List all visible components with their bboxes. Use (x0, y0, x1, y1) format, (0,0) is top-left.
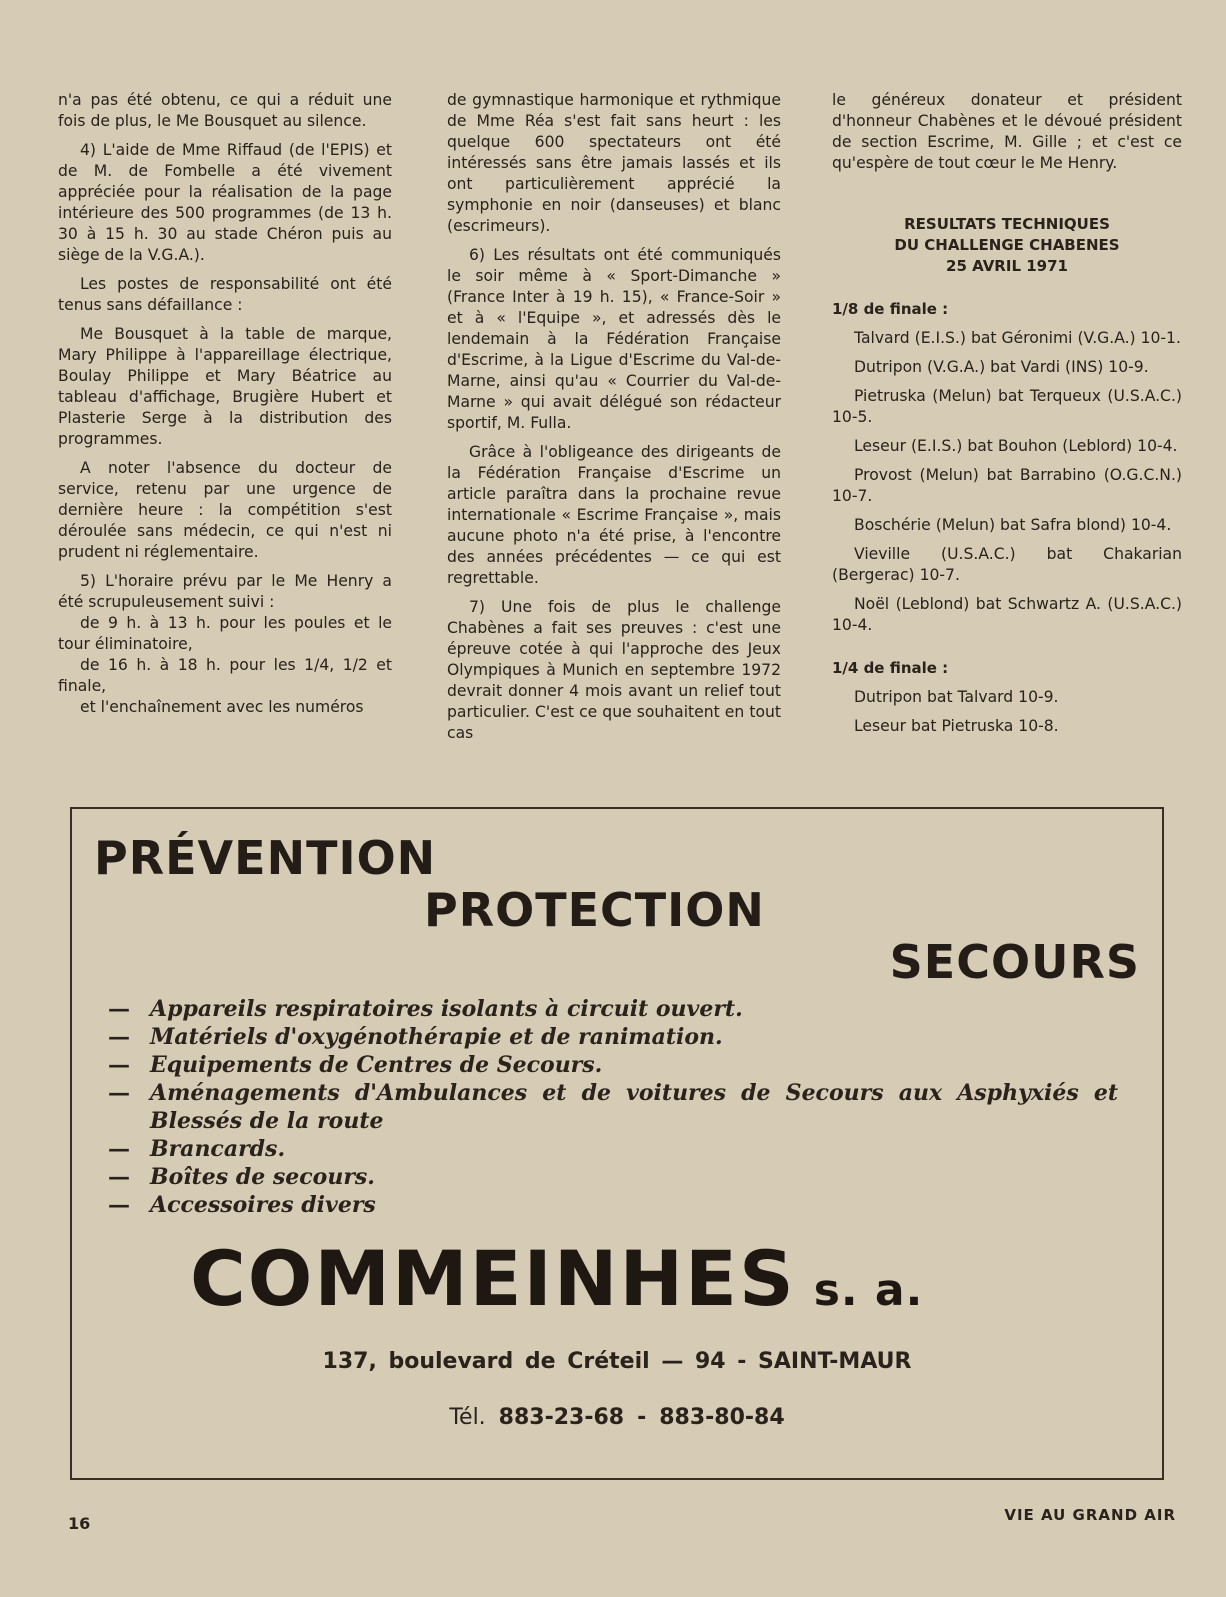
product-item (108, 1051, 1118, 1079)
product-label: Brancards. (150, 1136, 286, 1162)
schedule-item: et l'enchaînement avec les numéros (80, 698, 364, 716)
article-paragraph: de gymnastique harmonique et rythmique de Mme Réa s'est fait sans heurt : les quelque 600 spectateurs ont été intéressés sans être jamais lassés et ils ont particulièrement apprécié la symphonie en noir (danseuses) et blanc (escrimeurs). (447, 91, 781, 235)
match-result: Dutripon bat Talvard 10-9. (854, 688, 1059, 706)
ad-headline-secours: SECOURS (889, 935, 1140, 989)
page-number: 16 (68, 1514, 91, 1533)
phone-label: Tél. (449, 1405, 486, 1430)
schedule-item: de 9 h. à 13 h. pour les poules et le tour éliminatoire, (58, 614, 392, 653)
list-dash: — (108, 996, 130, 1022)
product-item (108, 1163, 1118, 1191)
round-title: 1/8 de finale : (832, 300, 949, 318)
match-result: Talvard (E.I.S.) bat Géronimi (V.G.A.) 10-1. (854, 329, 1181, 347)
article-paragraph: 5) L'horaire prévu par le Me Henry a été scrupuleusement suivi : (58, 572, 392, 611)
results-heading-line: 25 AVRIL 1971 (946, 257, 1068, 275)
match-result: Dutripon (V.G.A.) bat Vardi (INS) 10-9. (854, 358, 1149, 376)
company-address: 137, boulevard de Créteil — 94 - SAINT-MAUR (322, 1349, 912, 1374)
results-heading-line: DU CHALLENGE CHABENES (894, 236, 1120, 254)
list-dash: — (108, 1052, 130, 1078)
magazine-name: VIE AU GRAND AIR (1004, 1506, 1176, 1524)
product-label: Matériels d'oxygénothérapie et de ranimation. (150, 1024, 723, 1050)
article-paragraph: le généreux donateur et président d'honneur Chabènes et le dévoué président de section Escrime, M. Gille ; et c'est ce qu'espère de tout cœur le Me Henry. (832, 91, 1182, 172)
company-suffix: s. a. (813, 1265, 924, 1316)
product-item (108, 1023, 1118, 1051)
product-label: Appareils respiratoires isolants à circuit ouvert. (150, 996, 743, 1022)
product-item (108, 1191, 1118, 1219)
article-paragraph: Grâce à l'obligeance des dirigeants de la Fédération Française d'Escrime un article paraîtra dans la prochaine revue internationale « Escrime Française », mais aucune photo n'a été prise, à l'encontre des années précédentes — ce qui est regrettable. (447, 443, 781, 587)
list-dash: — (108, 1024, 130, 1050)
article-paragraph: Les postes de responsabilité ont été tenus sans défaillance : (58, 275, 392, 314)
match-result: Leseur bat Pietruska 10-8. (854, 717, 1059, 735)
phone-number: 883-23-68 (498, 1405, 625, 1430)
article-paragraph: 4) L'aide de Mme Riffaud (de l'EPIS) et de M. de Fombelle a été vivement appréciée pour la réalisation de la page intérieure des 500 programmes (de 13 h. 30 à 15 h. 30 au stade Chéron puis au siège de la V.G.A.). (58, 141, 392, 264)
round-of-16-block (832, 299, 1182, 636)
ad-headline-prevention: PRÉVENTION (94, 831, 437, 885)
product-item (108, 1079, 1118, 1135)
results-heading-line: RESULTATS TECHNIQUES (904, 215, 1110, 233)
phone-separator: - (637, 1405, 647, 1430)
schedule-item: de 16 h. à 18 h. pour les 1/4, 1/2 et finale, (58, 656, 392, 695)
match-result: Provost (Melun) bat Barrabino (O.G.C.N.) 10-7. (832, 466, 1182, 505)
quarter-final-block (832, 658, 1182, 737)
advertisement (70, 807, 1164, 1480)
list-dash: — (108, 1164, 130, 1190)
phone-number: 883-80-84 (659, 1405, 785, 1430)
article-column-2 (447, 90, 781, 752)
list-dash: — (108, 1080, 130, 1106)
article-paragraph: Me Bousquet à la table de marque, Mary Philippe à l'appareillage électrique, Boulay Philippe et Mary Béatrice au tableau d'affichage, Brugière Hubert et Plasterie Serge à la distribution des programmes. (58, 325, 392, 448)
product-label: Accessoires divers (150, 1192, 376, 1218)
article-column-3 (832, 90, 1182, 759)
product-item (108, 1135, 1118, 1163)
round-title: 1/4 de finale : (832, 659, 949, 677)
ad-headline-protection: PROTECTION (424, 883, 765, 937)
company-phone (72, 1405, 1162, 1430)
match-result: Pietruska (Melun) bat Terqueux (U.S.A.C.) 10-5. (832, 387, 1182, 426)
article-column-1 (58, 90, 392, 726)
match-result: Leseur (E.I.S.) bat Bouhon (Leblord) 10-4. (854, 437, 1178, 455)
product-label: Aménagements d'Ambulances et de voitures de Secours aux Asphyxiés et Blessés de la route (150, 1080, 1118, 1134)
schedule-list (58, 613, 392, 718)
product-label: Boîtes de secours. (150, 1164, 375, 1190)
article-paragraph: n'a pas été obtenu, ce qui a réduit une fois de plus, le Me Bousquet au silence. (58, 91, 392, 130)
product-list (108, 995, 1118, 1219)
match-result: Noël (Leblond) bat Schwartz A. (U.S.A.C.) 10-4. (832, 595, 1182, 634)
company-name-text: COMMEINHES (190, 1234, 796, 1323)
list-dash: — (108, 1136, 130, 1162)
match-result: Vieville (U.S.A.C.) bat Chakarian (Bergerac) 10-7. (832, 545, 1182, 584)
list-dash: — (108, 1192, 130, 1218)
product-label: Equipements de Centres de Secours. (150, 1052, 603, 1078)
article-paragraph: 7) Une fois de plus le challenge Chabènes a fait ses preuves : c'est une épreuve cotée à qui l'approche des Jeux Olympiques à Munich en septembre 1972 devrait donner 4 mois avant un relief tout particulier. C'est ce que souhaitent en tout cas (447, 598, 781, 742)
article-paragraph: A noter l'absence du docteur de service, retenu par une urgence de dernière heure : la compétition s'est déroulée sans médecin, ce qui n'est ni prudent ni réglementaire. (58, 459, 392, 561)
article-paragraph: 6) Les résultats ont été communiqués le soir même à « Sport-Dimanche » (France Inter à 19 h. 15), « France-Soir » et à « l'Equipe », et adressés dès le lendemain à la Fédération Française d'Escrime, à la Ligue d'Escrime du Val-de-Marne, ainsi qu'au « Courrier du Val-de-Marne » qui avait délégué son rédacteur sportif, M. Fulla. (447, 246, 781, 432)
product-item (108, 995, 1118, 1023)
company-name (190, 1234, 924, 1323)
match-result: Boschérie (Melun) bat Safra blond) 10-4. (854, 516, 1172, 534)
results-heading (832, 214, 1182, 277)
